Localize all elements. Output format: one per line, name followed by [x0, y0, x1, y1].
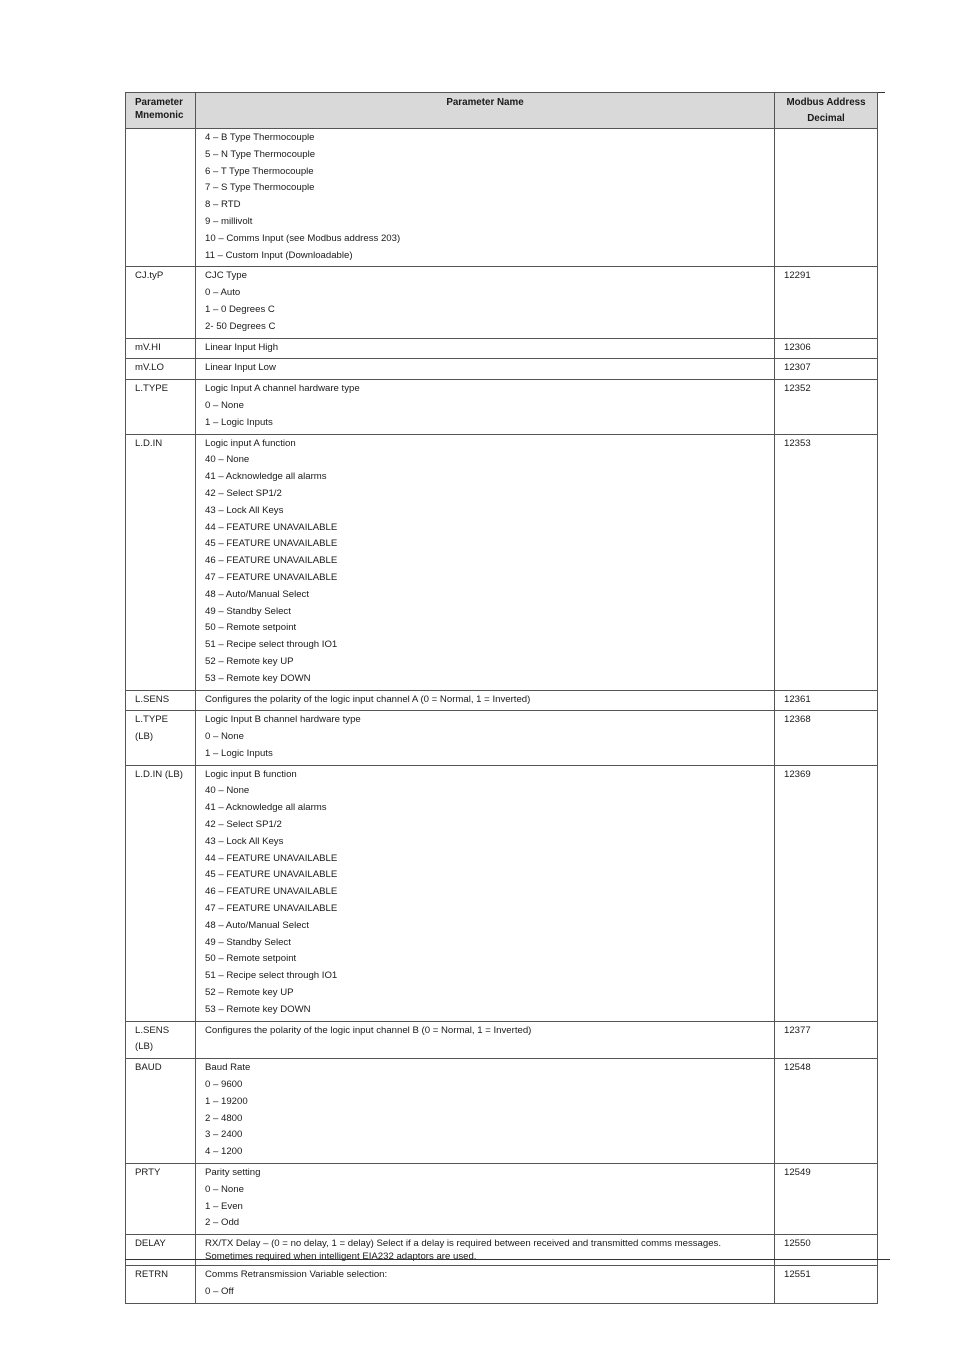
parameter-option: 46 – FEATURE UNAVAILABLE [205, 886, 338, 898]
parameter-mnemonic: L.SENS (LB) [126, 1021, 196, 1059]
header-modbus-address [775, 93, 878, 129]
parameter-option: 1 – Logic Inputs [205, 747, 273, 759]
parameter-name-cell [196, 380, 775, 434]
table-header-row [126, 93, 878, 129]
parameter-name-cell [196, 1235, 775, 1266]
parameter-option: 45 – FEATURE UNAVAILABLE [205, 869, 338, 881]
parameter-name-cell [196, 711, 775, 765]
parameter-description: Linear Input High [205, 341, 279, 353]
parameter-option: 41 – Acknowledge all alarms [205, 802, 327, 814]
parameter-option: 2- 50 Degrees C [205, 320, 276, 332]
parameter-option: 45 – FEATURE UNAVAILABLE [205, 538, 338, 550]
parameter-mnemonic: L.SENS [126, 690, 196, 711]
parameter-name-cell [196, 1164, 775, 1235]
parameter-description: 4 – B Type Thermocouple [205, 132, 315, 143]
parameter-option: 41 – Acknowledge all alarms [205, 471, 327, 483]
parameter-option: 53 – Remote key DOWN [205, 1003, 311, 1015]
parameter-option: 52 – Remote key UP [205, 987, 294, 999]
parameter-description: Baud Rate [205, 1062, 251, 1074]
table-row [126, 359, 878, 380]
parameter-name-cell [196, 690, 775, 711]
parameter-mnemonic: PRTY [126, 1164, 196, 1235]
table-row [126, 434, 878, 690]
table-row [126, 338, 878, 359]
parameter-option: 6 – T Type Thermocouple [205, 165, 314, 177]
parameter-option: 1 – Logic Inputs [205, 416, 273, 428]
parameter-description: Logic input A function [205, 437, 296, 449]
parameter-mnemonic: CJ.tyP [126, 267, 196, 338]
parameter-option: 46 – FEATURE UNAVAILABLE [205, 555, 338, 567]
parameter-option: 8 – RTD [205, 199, 241, 211]
parameter-mnemonic: DELAY [126, 1235, 196, 1266]
parameter-option: 0 – None [205, 399, 244, 411]
parameter-option: 2 – 4800 [205, 1112, 243, 1124]
table-body [126, 129, 878, 1304]
parameter-option: 11 – Custom Input (Downloadable) [205, 249, 353, 261]
parameter-name-cell [196, 1021, 775, 1059]
header-address-line1: Modbus Address [786, 97, 866, 108]
parameter-mnemonic: L.D.IN [126, 434, 196, 690]
modbus-address: 12352 [775, 380, 878, 434]
modbus-parameter-table [125, 92, 878, 1304]
table-row [126, 690, 878, 711]
header-parameter-name: Parameter Name [196, 93, 775, 129]
table-row [126, 711, 878, 765]
modbus-address: 12548 [775, 1059, 878, 1164]
parameter-mnemonic: mV.LO [126, 359, 196, 380]
parameter-option: 9 – millivolt [205, 215, 253, 227]
parameter-mnemonic: BAUD [126, 1059, 196, 1164]
parameter-description: Comms Retransmission Variable selection: [205, 1269, 388, 1281]
parameter-option: 42 – Select SP1/2 [205, 819, 282, 831]
parameter-mnemonic: L.TYPE (LB) [126, 711, 196, 765]
parameter-mnemonic: L.D.IN (LB) [126, 765, 196, 1021]
parameter-option: 1 – Even [205, 1200, 243, 1212]
parameter-option: 0 – Auto [205, 287, 241, 299]
parameter-mnemonic: L.TYPE [126, 380, 196, 434]
parameter-description: Configures the polarity of the logic input channel A (0 = Normal, 1 = Inverted) [205, 693, 531, 705]
parameter-name-cell [196, 1266, 775, 1304]
modbus-address: 12369 [775, 765, 878, 1021]
parameter-option: 52 – Remote key UP [205, 655, 294, 667]
modbus-address: 12550 [775, 1235, 878, 1266]
modbus-address: 12306 [775, 338, 878, 359]
parameter-option: 0 – Off [205, 1286, 234, 1297]
parameter-option: 5 – N Type Thermocouple [205, 148, 316, 160]
parameter-option: 42 – Select SP1/2 [205, 487, 282, 499]
table-row [126, 765, 878, 1021]
parameter-option: 4 – 1200 [205, 1146, 243, 1158]
modbus-address: 12361 [775, 690, 878, 711]
parameter-option: 3 – 2400 [205, 1129, 243, 1141]
parameter-option: 7 – S Type Thermocouple [205, 182, 315, 194]
parameter-option: 1 – 0 Degrees C [205, 303, 275, 315]
parameter-option: 40 – None [205, 785, 250, 797]
modbus-address: 12549 [775, 1164, 878, 1235]
table-row [126, 129, 878, 267]
table-row [126, 267, 878, 338]
parameter-description: RX/TX Delay – (0 = no delay, 1 = delay) Select if a delay is required between received and transmitted comms messages. Sometimes required when intelligent EIA232 adaptors are used. [205, 1238, 722, 1262]
parameter-option: 2 – Odd [205, 1217, 240, 1229]
parameter-option: 40 – None [205, 454, 250, 466]
parameter-option: 43 – Lock All Keys [205, 835, 284, 847]
parameter-option: 0 – None [205, 731, 244, 743]
parameter-option: 50 – Remote setpoint [205, 622, 297, 634]
parameter-mnemonic [126, 129, 196, 267]
modbus-address: 12291 [775, 267, 878, 338]
bottom-rule [125, 1259, 890, 1260]
parameter-description: Logic input B function [205, 768, 297, 780]
parameter-option: 49 – Standby Select [205, 936, 291, 948]
table-row [126, 1235, 878, 1266]
parameter-mnemonic: RETRN [126, 1266, 196, 1304]
parameter-name-cell [196, 765, 775, 1021]
parameter-option: 1 – 19200 [205, 1095, 248, 1107]
modbus-address: 12377 [775, 1021, 878, 1059]
parameter-option: 49 – Standby Select [205, 605, 291, 617]
modbus-address: 12307 [775, 359, 878, 380]
parameter-description: Parity setting [205, 1167, 261, 1179]
table-row [126, 1021, 878, 1059]
parameter-name-cell [196, 129, 775, 267]
parameter-option: 51 – Recipe select through IO1 [205, 970, 338, 982]
parameter-name-cell [196, 434, 775, 690]
table-row [126, 1266, 878, 1304]
parameter-option: 0 – None [205, 1183, 244, 1195]
parameter-description: Linear Input Low [205, 362, 276, 374]
parameter-option: 50 – Remote setpoint [205, 953, 297, 965]
parameter-name-cell [196, 359, 775, 380]
parameter-option: 48 – Auto/Manual Select [205, 588, 310, 600]
parameter-option: 44 – FEATURE UNAVAILABLE [205, 852, 338, 864]
table-row [126, 380, 878, 434]
parameter-name-cell [196, 1059, 775, 1164]
modbus-address: 12353 [775, 434, 878, 690]
parameter-table-container [125, 92, 877, 1304]
parameter-option: 10 – Comms Input (see Modbus address 203) [205, 232, 401, 244]
table-row [126, 1059, 878, 1164]
parameter-option: 53 – Remote key DOWN [205, 672, 311, 684]
parameter-mnemonic: mV.HI [126, 338, 196, 359]
parameter-option: 47 – FEATURE UNAVAILABLE [205, 903, 338, 915]
parameter-option: 0 – 9600 [205, 1079, 243, 1091]
modbus-address: 12368 [775, 711, 878, 765]
parameter-name-cell [196, 267, 775, 338]
parameter-option: 43 – Lock All Keys [205, 504, 284, 516]
parameter-option: 47 – FEATURE UNAVAILABLE [205, 571, 338, 583]
header-mnemonic: Parameter Mnemonic [126, 93, 196, 129]
header-address-line2: Decimal [807, 113, 845, 124]
parameter-description: Logic Input B channel hardware type [205, 714, 361, 726]
parameter-description: CJC Type [205, 270, 247, 282]
parameter-description: Logic Input A channel hardware type [205, 383, 360, 395]
parameter-description: Configures the polarity of the logic input channel B (0 = Normal, 1 = Inverted) [205, 1024, 532, 1036]
parameter-option: 44 – FEATURE UNAVAILABLE [205, 521, 338, 533]
modbus-address [775, 129, 878, 267]
table-row [126, 1164, 878, 1235]
parameter-option: 51 – Recipe select through IO1 [205, 639, 338, 651]
parameter-option: 48 – Auto/Manual Select [205, 919, 310, 931]
modbus-address: 12551 [775, 1266, 878, 1304]
parameter-name-cell [196, 338, 775, 359]
